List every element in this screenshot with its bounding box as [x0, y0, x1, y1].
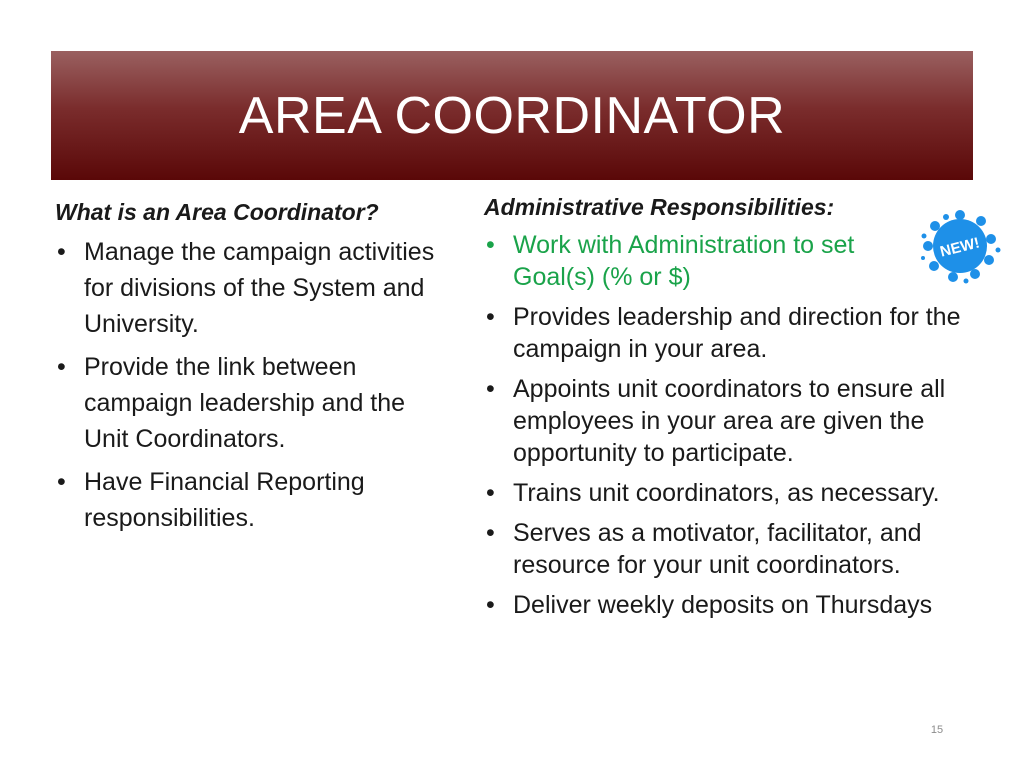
slide-title: AREA COORDINATOR: [238, 86, 786, 145]
page-number: 15: [930, 724, 944, 736]
new-badge-text: NEW!: [938, 234, 982, 261]
right-bullet-item: • Serves as a motivator, facilitator, and resource for your unit coordinators.: [484, 517, 969, 581]
right-heading: Administrative Responsibilities:: [484, 194, 835, 220]
left-bullet-list: [55, 234, 450, 536]
right-bullet-item: • Trains unit coordinators, as necessary.: [484, 477, 969, 509]
left-bullet-item: • Manage the campaign activities for divisions of the System and University.: [55, 234, 450, 342]
right-bullet-list: [484, 229, 969, 621]
right-bullet-item-highlighted: • Work with Administration to set Goal(s) (% or $): [484, 229, 969, 293]
right-bullet-item: • Appoints unit coordinators to ensure all employees in your area are given the opportunity to participate.: [484, 373, 969, 469]
left-column: [55, 196, 450, 543]
left-bullet-item: • Have Financial Reporting responsibilities.: [55, 464, 450, 536]
right-bullet-item: • Deliver weekly deposits on Thursdays: [484, 589, 969, 621]
title-bar: [51, 51, 973, 180]
right-bullet-item: • Provides leadership and direction for the campaign in your area.: [484, 301, 969, 365]
left-bullet-item: • Provide the link between campaign leadership and the Unit Coordinators.: [55, 349, 450, 457]
left-heading: What is an Area Coordinator?: [55, 199, 379, 225]
right-column: [484, 191, 969, 629]
new-splash-icon: [918, 206, 1002, 284]
